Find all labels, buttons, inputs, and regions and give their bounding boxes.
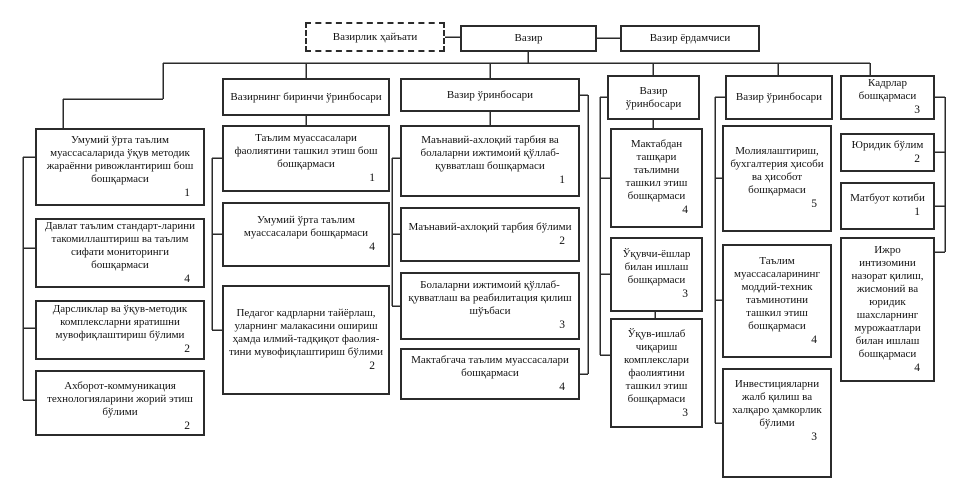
node-label: Ахборот-коммуникация технологияларини жорий этиш бўлими [47, 380, 193, 418]
node-moral-education-division [400, 207, 580, 262]
node-moral-education-dept [400, 125, 580, 197]
node-collegium [305, 22, 445, 52]
staff-count: 4 [184, 272, 190, 285]
node-label: Молиялаштириш, бухгалтерия ҳисоби ва ҳисобот бошқармаси [730, 145, 824, 197]
node-deputy-2 [400, 78, 580, 112]
node-preschool-dept [400, 348, 580, 400]
node-label: Маънавий-ахлоқий тарбия ва болаларни ижтимоий қўллаб-қувватлаш бошқармаси [420, 134, 560, 173]
node-logistics-dept [722, 244, 832, 358]
node-label: Вазирнинг биринчи ўринбосари [230, 90, 382, 103]
node-child-support-rehab-section [400, 272, 580, 340]
staff-count: 4 [914, 361, 920, 374]
node-label: Болаларни ижтимоий қўллаб-қувватлаш ва реабилитация қилиш шўъбаси [408, 279, 572, 318]
node-label: Мактабдан ташқари таълимни ташкил этиш бошқармаси [625, 138, 688, 203]
node-label: Умумий ўрта таълим муассасаларида ўқув методик жараённи ривожлантириш бош бошқармаси [46, 133, 194, 185]
node-label: Матбуот котиби [850, 192, 925, 205]
node-discipline-control-dept [840, 237, 935, 382]
staff-count: 3 [559, 319, 565, 332]
staff-count: 3 [914, 104, 920, 117]
node-label: Вазир ёрдамчиси [649, 32, 731, 45]
node-label: Инвестицияларни жалб қилиш ва халқаро ҳамкорлик бўлими [732, 378, 822, 429]
node-minister-assistant [620, 25, 760, 52]
node-ict-division [35, 370, 205, 436]
node-press-secretary [840, 182, 935, 230]
node-investments-division [722, 368, 832, 478]
node-label: Педагог кадрларни тайёрлаш, уларнинг малакасини ошириш ҳамда илмий-тадқиқот фаолия-тини мувофиқлаштириш бўлими [228, 306, 384, 358]
node-secondary-education-dept [222, 202, 390, 267]
staff-count: 4 [369, 241, 375, 254]
staff-count: 2 [184, 343, 190, 356]
node-label: Ўқув-ишлаб чиқариш комплекслари фаолиятини ташкил этиш бошқармаси [623, 328, 689, 405]
node-training-production-dept [610, 318, 703, 428]
node-pedagog-training-division [222, 285, 390, 395]
staff-count: 2 [914, 152, 920, 165]
staff-count: 3 [811, 430, 817, 443]
node-label: Кадрлар бошқармаси [858, 77, 917, 103]
node-label: Таълим муассасалари фаолиятини ташкил этиш бош бошқармаси [234, 131, 378, 170]
staff-count: 5 [811, 198, 817, 211]
node-finance-accounting-dept [722, 125, 832, 232]
node-label: Вазир [514, 32, 543, 45]
node-label: Вазир ўринбосари [446, 88, 534, 101]
staff-count: 4 [559, 380, 565, 393]
node-deputy-3 [607, 75, 700, 120]
node-label: Ижро интизомини назорат қилиш, жисмоний ва юридик шахсларнинг мурожаатлари билан ишлаш бошқармаси [851, 243, 924, 360]
node-label: Мактабгача таълим муассасалари бошқармаси [411, 353, 569, 379]
node-minister [460, 25, 597, 52]
node-first-deputy [222, 78, 390, 116]
node-label: Давлат таълим стандарт-ларини такомиллаштириш ва таълим сифати мониторинги бошқармаси [44, 219, 196, 271]
node-standards-dept [35, 218, 205, 288]
node-label: Вазирлик ҳайъати [332, 30, 418, 43]
staff-count: 1 [914, 206, 920, 219]
staff-count: 4 [811, 333, 817, 346]
node-label: Дарсликлар ва ўқув-методик комплексларни яратишни мувофиқлаштириш бўлими [52, 303, 188, 342]
staff-count: 3 [682, 406, 688, 419]
staff-count: 2 [369, 359, 375, 372]
node-label: Вазир ўринбосари [625, 84, 682, 110]
node-label: Маънавий-ахлоқий тарбия бўлими [408, 220, 572, 233]
node-textbooks-division [35, 300, 205, 360]
staff-count: 1 [559, 174, 565, 187]
staff-count: 3 [682, 287, 688, 300]
node-youth-work-dept [610, 237, 703, 312]
staff-count: 4 [682, 204, 688, 217]
node-label: Вазир ўринбосари [735, 91, 823, 104]
node-label: Ўқувчи-ёшлар билан ишлаш бошқармаси [622, 247, 691, 286]
staff-count: 2 [559, 234, 565, 247]
node-label: Таълим муассасаларининг моддий-техник таъминотини ташкил этиш бошқармаси [734, 254, 820, 332]
node-methodics-main-dept [35, 128, 205, 206]
node-extracurricular-dept [610, 128, 703, 228]
node-hr-department [840, 75, 935, 120]
staff-count: 1 [369, 171, 375, 184]
staff-count: 1 [184, 186, 190, 199]
node-label: Юридик бўлим [851, 138, 924, 151]
node-institutions-activity-main-dept [222, 125, 390, 192]
staff-count: 2 [184, 419, 190, 432]
node-legal-division [840, 133, 935, 172]
node-label: Умумий ўрта таълим муассасалари бошқармаси [243, 214, 369, 240]
node-deputy-4 [725, 75, 833, 120]
